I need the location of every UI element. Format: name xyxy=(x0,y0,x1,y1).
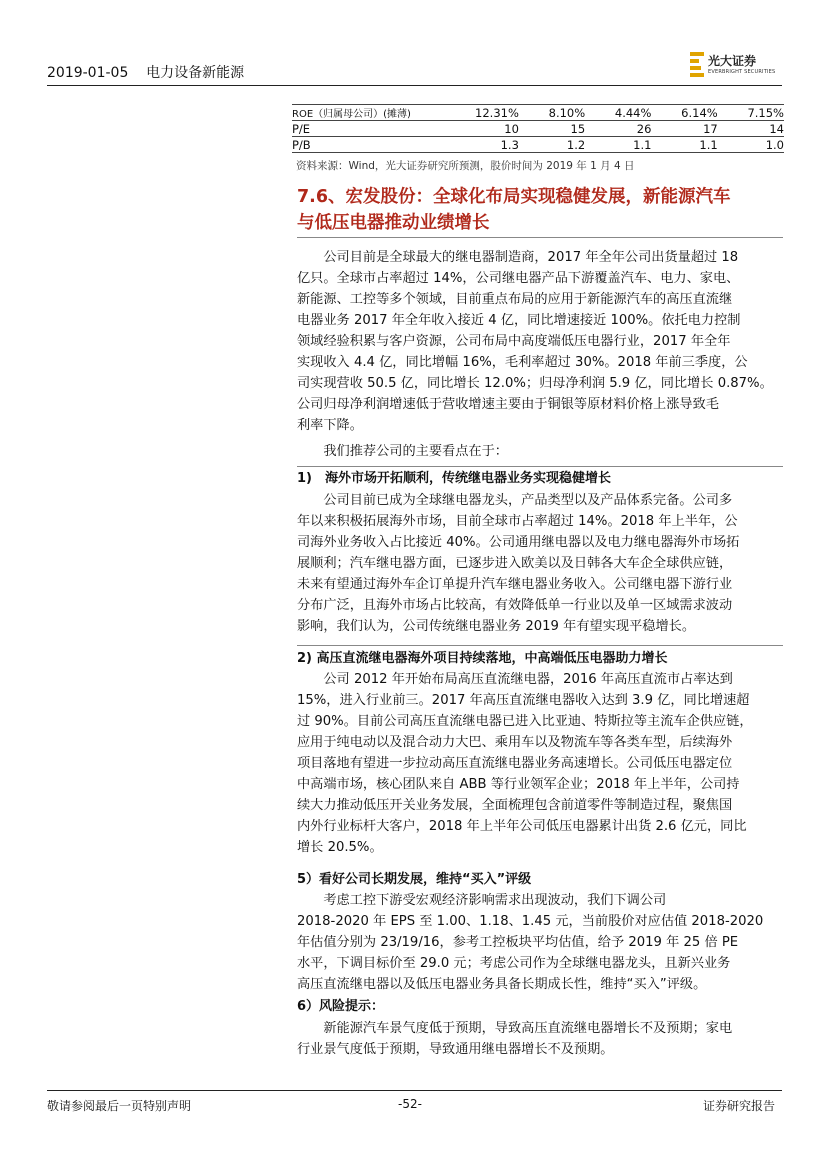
point5-line: 2018-2020 年 EPS 至 1.00、1.18、1.45 元，当前股价对应估值 2018-2020 xyxy=(297,914,764,929)
table-cell: 17 xyxy=(703,121,718,136)
table-row xyxy=(292,121,784,137)
section-title xyxy=(297,184,783,236)
page-number: -52- xyxy=(398,1097,422,1111)
intro-line: 实现收入 4.4 亿，同比增幅 16%，毛利率超过 30%。2018 年前三季度，公 xyxy=(297,355,748,370)
intro-line: 司实现营收 50.5 亿，同比增长 12.0%；归母净利润 5.9 亿，同比增长 0.87%。 xyxy=(297,376,773,391)
point2-line: 公司 2012 年开始布局高压直流继电器，2016 年高压直流市占率达到 xyxy=(297,672,733,687)
table-row xyxy=(292,137,784,153)
table-source-note: 资料来源：Wind，光大证券研究所预测，股价时间为 2019 年 1 月 4 日 xyxy=(296,160,635,172)
intro-line: 公司目前是全球最大的继电器制造商，2017 年全年公司出货量超过 18 xyxy=(297,250,739,265)
table-cell: 14 xyxy=(769,121,784,136)
table-cell: 7.15% xyxy=(747,105,784,120)
point5-line: 高压直流继电器以及低压电器业务具备长期成长性，维持“买入”评级。 xyxy=(297,977,707,992)
table-cell: 15 xyxy=(570,121,586,136)
section-title-line2: 与低压电器推动业绩增长 xyxy=(297,213,490,233)
company-logo xyxy=(690,52,780,80)
footer-report-type: 证券研究报告 xyxy=(703,1099,776,1113)
point2-line: 内外行业标杆大客户，2018 年上半年公司低压电器累计出货 2.6 亿元，同比 xyxy=(297,819,747,834)
footer-divider xyxy=(47,1090,782,1091)
point2-line: 项目落地有望进一步拉动高压直流继电器业务高速增长。公司低压电器定位 xyxy=(297,756,733,771)
section-title-line1: 7.6、宏发股份：全球化布局实现稳健发展，新能源汽车 xyxy=(297,187,731,207)
point6-paragraph xyxy=(297,1018,783,1060)
financial-table xyxy=(292,104,784,153)
intro-line: 领域经验积累与客户资源，公司布局中高度端低压电器行业，2017 年全年 xyxy=(297,334,731,349)
point5-paragraph xyxy=(297,890,783,995)
point1-line: 公司目前已成为全球继电器龙头，产品类型以及产品体系完备。公司多 xyxy=(297,493,733,508)
section-divider xyxy=(297,237,783,238)
point2-divider xyxy=(297,645,783,646)
intro-line: 亿只。全球市占率超过 14%，公司继电器产品下游覆盖汽车、电力、家电、 xyxy=(297,271,740,286)
table-cell: 10 xyxy=(504,121,519,136)
point6-title: 6）风险提示： xyxy=(297,999,385,1014)
point1-line: 展顺利；汽车继电器方面，已逐步进入欧美以及日韩各大车企全球供应链， xyxy=(297,556,733,571)
table-cell: 1.2 xyxy=(566,137,586,152)
point6-line: 行业景气度低于预期，导致通用继电器增长不及预期。 xyxy=(297,1042,614,1057)
logo-subtext: EVERBRIGHT SECURITIES xyxy=(708,69,776,75)
table-cell: 1.0 xyxy=(765,137,784,152)
point5-line: 年估值分别为 23/19/16，参考工控板块平均估值，给予 2019 年 25 倍 PE xyxy=(297,935,739,950)
table-cell: 8.10% xyxy=(548,105,586,120)
point5-line: 水平，下调目标价至 29.0 元；考虑公司作为全球继电器龙头，且新兴业务 xyxy=(297,956,731,971)
point2-line: 中高端市场，核心团队来自 ABB 等行业领军企业；2018 年上半年，公司持 xyxy=(297,777,740,792)
intro-line: 电器业务 2017 年全年收入接近 4 亿，同比增速接近 100%。依托电力控制 xyxy=(297,313,741,328)
point1-line: 未来有望通过海外车企订单提升汽车继电器业务收入。公司继电器下游行业 xyxy=(297,577,733,592)
table-cell: 12.31% xyxy=(475,105,519,120)
table-cell: 6.14% xyxy=(681,105,718,120)
point2-paragraph xyxy=(297,669,783,858)
header-date-sector: 2019-01-05 电力设备新能源 xyxy=(47,65,245,81)
intro-line: 新能源、工控等多个领域，目前重点布局的应用于新能源汽车的高压直流继 xyxy=(297,292,733,307)
table-cell: 1.1 xyxy=(633,137,652,152)
point2-line: 续大力推动低压开关业务发展，全面梳理包含前道零件等制造过程，聚焦国 xyxy=(297,798,733,813)
table-cell: 1.1 xyxy=(699,137,718,152)
intro-paragraph xyxy=(297,247,783,436)
point1-title: 1) 海外市场开拓顺利，传统继电器业务实现稳健增长 xyxy=(297,471,611,486)
point5-title: 5）看好公司长期发展，维持“买入”评级 xyxy=(297,872,532,887)
table-row-label: ROE（归属母公司）(摊薄) xyxy=(292,109,411,120)
point2-title: 2) 高压直流继电器海外项目持续落地，中高端低压电器助力增长 xyxy=(297,651,668,666)
point1-line: 影响，我们认为，公司传统继电器业务 2019 年有望实现平稳增长。 xyxy=(297,619,696,634)
point2-line: 增长 20.5%。 xyxy=(297,840,383,855)
intro-line: 公司归母净利润增速低于营收增速主要由于铜银等原材料价格上涨导致毛 xyxy=(297,397,719,412)
table-row-label: P/E xyxy=(292,121,311,136)
logo-text: 光大证券 xyxy=(708,54,757,68)
header-divider xyxy=(47,85,782,86)
logo-mark-icon xyxy=(690,52,704,78)
point2-line: 过 90%。目前公司高压直流继电器已进入比亚迪、特斯拉等主流车企供应链， xyxy=(297,714,753,729)
point1-line: 司海外业务收入占比接近 40%。公司通用继电器以及电力继电器海外市场拓 xyxy=(297,535,740,550)
table-row xyxy=(292,105,784,121)
table-cell: 1.3 xyxy=(500,137,519,152)
table-cell: 26 xyxy=(636,121,652,136)
intro-line: 利率下降。 xyxy=(297,418,363,433)
lead-paragraph xyxy=(297,441,783,462)
point2-line: 应用于纯电动以及混合动力大巴、乘用车以及物流车等各类车型，后续海外 xyxy=(297,735,733,750)
point1-paragraph xyxy=(297,490,783,637)
point6-line: 新能源汽车景气度低于预期，导致高压直流继电器增长不及预期；家电 xyxy=(297,1021,733,1036)
point2-line: 15%，进入行业前三。2017 年高压直流继电器收入达到 3.9 亿，同比增速超 xyxy=(297,693,750,708)
table-cell: 4.44% xyxy=(614,105,652,120)
point1-divider xyxy=(297,466,783,467)
footer-disclaimer: 敬请参阅最后一页特别声明 xyxy=(47,1099,192,1113)
point5-line: 考虑工控下游受宏观经济影响需求出现波动，我们下调公司 xyxy=(297,893,667,908)
lead-line: 我们推荐公司的主要看点在于： xyxy=(297,444,508,459)
point1-line: 年以来积极拓展海外市场，目前全球市占率超过 14%。2018 年上半年，公 xyxy=(297,514,738,529)
point1-line: 分布广泛，且海外市场占比较高，有效降低单一行业以及单一区域需求波动 xyxy=(297,598,733,613)
table-row-label: P/B xyxy=(292,137,311,152)
